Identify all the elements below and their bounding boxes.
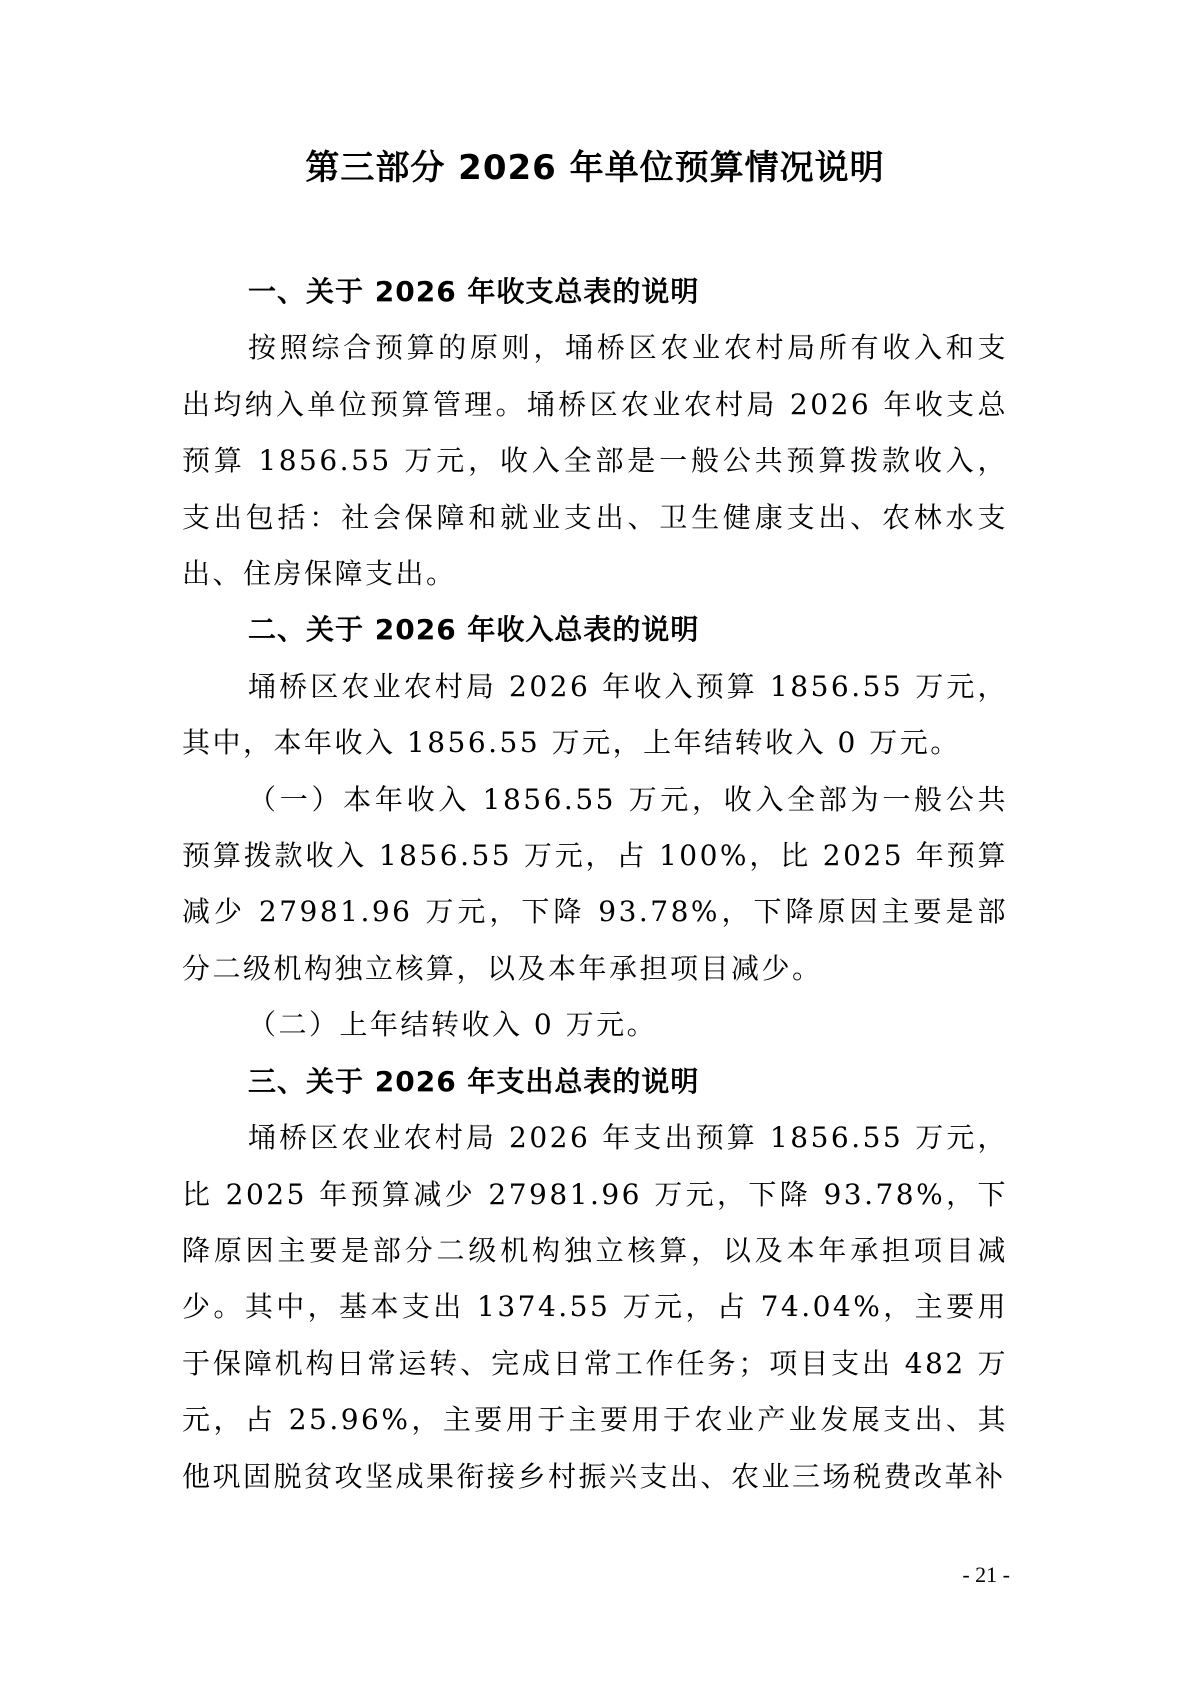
paragraph: （一）本年收入 1856.55 万元，收入全部为一般公共预算拨款收入 1856.55 万元，占 100%，比 2025 年预算减少 27981.96 万元，下降 93.78%，下降原因主要是部分二级机构独立核算，以及本年承担项目减少。 — [182, 782, 1008, 985]
paragraph: 埇桥区农业农村局 2026 年收入预算 1856.55 万元，其中，本年收入 1856.55 万元，上年结转收入 0 万元。 — [182, 669, 1008, 760]
section-heading: 二、关于 2026 年收入总表的说明 — [248, 613, 700, 647]
page-number: - 21 - — [962, 1562, 1010, 1587]
document-body — [182, 264, 1008, 1505]
paragraph: 埇桥区农业农村局 2026 年支出预算 1856.55 万元，比 2025 年预算减少 27981.96 万元，下降 93.78%，下降原因主要是部分二级机构独立核算，以及本年承担项目减少。其中，基本支出 1374.55 万元，占 74.04%，主要用于保障机构日常运转、完成日常工作任务；项目支出 482 万元，占 25.96%，主要用于主要用于农业产业发展支出、其他巩固脱贫攻坚成果衔接乡村振兴支出、农业三场税费改革补 — [182, 1121, 1008, 1493]
paragraph: （二）上年结转收入 0 万元。 — [248, 1008, 658, 1042]
page-title: 第三部分 2026 年单位预算情况说明 — [305, 148, 885, 188]
section-3 — [182, 1054, 1008, 1505]
section-2 — [182, 602, 1008, 1053]
paragraph: 按照综合预算的原则，埇桥区农业农村局所有收入和支出均纳入单位预算管理。埇桥区农业农村局 2026 年收支总预算 1856.55 万元，收入全部是一般公共预算拨款收入，支出包括：社会保障和就业支出、卫生健康支出、农林水支出、住房保障支出。 — [182, 331, 1008, 591]
section-heading: 三、关于 2026 年支出总表的说明 — [248, 1064, 700, 1098]
section-1 — [182, 264, 1008, 602]
section-heading: 一、关于 2026 年收支总表的说明 — [248, 275, 700, 308]
